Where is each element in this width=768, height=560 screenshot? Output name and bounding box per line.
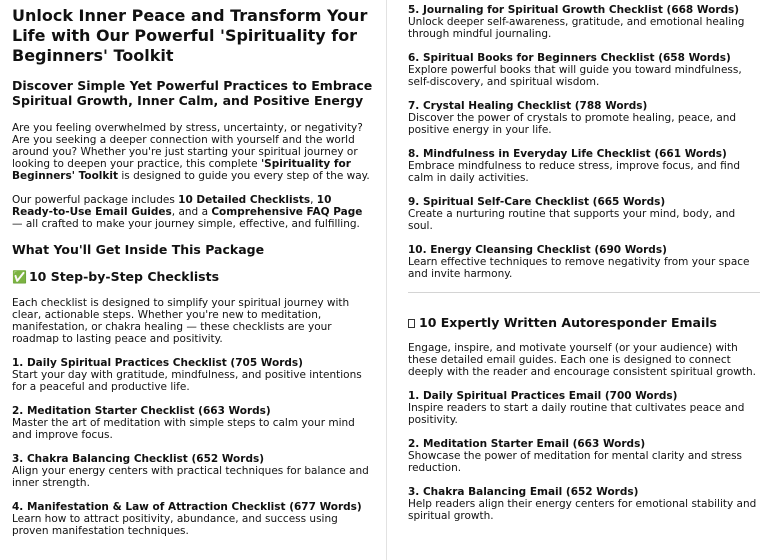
- checklist-item-desc: Discover the power of crystals to promote healing, peace, and positive energy in your life.: [408, 112, 737, 136]
- checklist-item-title: 8. Mindfulness in Everyday Life Checklist (661 Words): [408, 148, 727, 160]
- package-paragraph: [12, 194, 376, 230]
- checklist-item-desc: Explore powerful books that will guide you toward mindfulness, self-discovery, and spiritual wisdom.: [408, 64, 742, 88]
- checklist-item-desc: Unlock deeper self-awareness, gratitude, and emotional healing through mindful journaling.: [408, 16, 745, 40]
- email-item: [408, 486, 760, 522]
- checklist-item-desc: Start your day with gratitude, mindfulness, and positive intentions for a peaceful and productive life.: [12, 369, 362, 393]
- email-item: [408, 390, 760, 426]
- intro-paragraph: [12, 122, 376, 182]
- package-text-2: ,: [310, 194, 317, 206]
- checklist-item-title: 3. Chakra Balancing Checklist (652 Words): [12, 453, 265, 465]
- checklist-item: [408, 52, 760, 88]
- checklists-intro: Each checklist is designed to simplify your spiritual journey with clear, actionable steps. Whether you're new to meditation, manifestation, or chakra healing — these checklists are your roadmap to lasting peace and positivity.: [12, 297, 350, 345]
- intro-text-2: is designed to guide you every step of the way.: [118, 170, 370, 182]
- box-icon: [408, 319, 415, 328]
- checklists-heading: [12, 269, 376, 285]
- emails-heading: [408, 315, 760, 330]
- checklist-item-title: 2. Meditation Starter Checklist (663 Words): [12, 405, 271, 417]
- checklist-item-title: 9. Spiritual Self-Care Checklist (665 Words): [408, 196, 666, 208]
- emails-intro: Engage, inspire, and motivate yourself (or your audience) with these detailed email guides. Each one is designed to connect deeply with the reader and encourage consistent spiritual growth.: [408, 342, 756, 378]
- email-item-title: 1. Daily Spiritual Practices Email (700 Words): [408, 390, 678, 402]
- check-mark-icon: ✅: [12, 270, 27, 284]
- checklist-item: [408, 100, 760, 136]
- emails-heading-text: 10 Expertly Written Autoresponder Emails: [419, 315, 717, 330]
- checklist-item-title: 5. Journaling for Spiritual Growth Checklist (668 Words): [408, 4, 740, 16]
- page-title: Unlock Inner Peace and Transform Your Life with Our Powerful 'Spirituality for Beginners' Toolkit: [12, 6, 368, 65]
- checklist-item: [12, 405, 376, 441]
- checklists-heading-text: 10 Step-by-Step Checklists: [28, 269, 220, 284]
- checklist-item: [408, 148, 760, 184]
- checklist-item-title: 6. Spiritual Books for Beginners Checklist (658 Words): [408, 52, 731, 64]
- checklist-item: [408, 4, 760, 40]
- email-item: [408, 438, 760, 474]
- section-divider: [408, 292, 760, 293]
- checklist-item-desc: Learn effective techniques to remove negativity from your space and invite harmony.: [408, 256, 750, 280]
- email-item-desc: Help readers align their energy centers for emotional stability and spiritual growth.: [408, 498, 757, 522]
- checklist-item: [12, 453, 376, 489]
- package-bold-2: 10 Ready-to-Use Email Guides: [12, 194, 332, 218]
- email-item-desc: Inspire readers to start a daily routine that cultivates peace and positivity.: [408, 402, 745, 426]
- package-bold-1: 10 Detailed Checklists: [178, 194, 311, 206]
- checklist-item: [408, 244, 760, 280]
- package-text-3: , and a: [171, 206, 212, 218]
- package-bold-3: Comprehensive FAQ Page: [211, 206, 363, 218]
- checklist-item-title: 7. Crystal Healing Checklist (788 Words): [408, 100, 648, 112]
- checklist-item-desc: Create a nurturing routine that supports your mind, body, and soul.: [408, 208, 736, 232]
- email-item-desc: Showcase the power of meditation for mental clarity and stress reduction.: [408, 450, 743, 474]
- checklist-item: [408, 196, 760, 232]
- checklist-item-desc: Learn how to attract positivity, abundance, and success using proven manifestation techniques.: [12, 513, 338, 537]
- package-text-1: Our powerful package includes: [12, 194, 179, 206]
- left-column: [0, 0, 386, 549]
- intro-text-1: Are you feeling overwhelmed by stress, uncertainty, or negativity? Are you seeking a deeper connection with yourself and the world around you? Whether you're just starting your spiritual journey or looking to deepen your practice, this complete: [12, 122, 363, 170]
- checklist-item: [12, 501, 376, 537]
- page-subtitle: Discover Simple Yet Powerful Practices to Embrace Spiritual Growth, Inner Calm, and Positive Energy: [12, 78, 373, 108]
- inside-heading: What You'll Get Inside This Package: [12, 242, 265, 257]
- checklist-item-desc: Embrace mindfulness to reduce stress, improve focus, and find calm in daily activities.: [408, 160, 741, 184]
- checklist-item: [12, 357, 376, 393]
- checklist-item-desc: Master the art of meditation with simple steps to calm your mind and improve focus.: [12, 417, 355, 441]
- intro-bold: 'Spirituality for Beginners' Toolkit: [12, 158, 351, 182]
- checklist-item-title: 4. Manifestation & Law of Attraction Checklist (677 Words): [12, 501, 362, 513]
- right-column: [387, 0, 768, 534]
- checklist-item-desc: Align your energy centers with practical techniques for balance and inner strength.: [12, 465, 369, 489]
- checklist-item-title: 10. Energy Cleansing Checklist (690 Words): [408, 244, 667, 256]
- email-item-title: 2. Meditation Starter Email (663 Words): [408, 438, 646, 450]
- checklist-item-title: 1. Daily Spiritual Practices Checklist (705 Words): [12, 357, 303, 369]
- email-item-title: 3. Chakra Balancing Email (652 Words): [408, 486, 639, 498]
- package-text-4: — all crafted to make your journey simple, effective, and fulfilling.: [12, 218, 360, 230]
